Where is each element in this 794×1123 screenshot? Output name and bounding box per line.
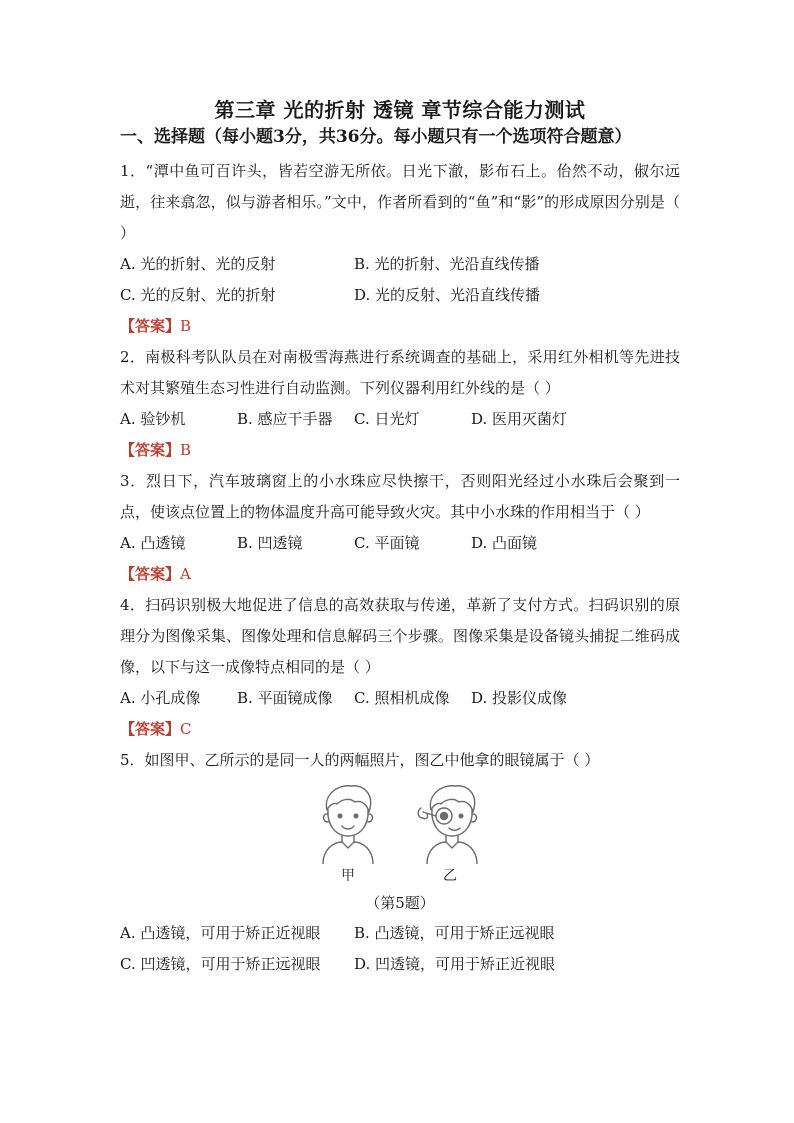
option-a: A. 凸透镜，可用于矫正近视眼	[120, 924, 321, 942]
answer-label: 【答案】	[120, 317, 181, 335]
option-a: A. 凸透镜	[120, 534, 186, 552]
figure-yi	[415, 780, 485, 886]
option-b: B. 凸透镜，可用于矫正远视眼	[354, 924, 555, 942]
boy-holding-glasses-illustration	[415, 780, 485, 864]
option-c: C. 凹透镜，可用于矫正远视眼	[120, 955, 321, 973]
question-stem: 2．南极科考队队员在对南极雪海燕进行系统调查的基础上，采用红外相机等先进技术对其繁殖生态习性进行自动监测。下列仪器利用红外线的是（ ）	[120, 348, 680, 397]
options-row	[120, 280, 680, 311]
answer-label: 【答案】	[120, 441, 181, 459]
option-c: C. 光的反射、光的折射	[120, 286, 276, 304]
boy-portrait-illustration	[315, 780, 381, 864]
answer-value: C	[180, 720, 192, 738]
options-row	[120, 683, 680, 714]
question-stem: 3．烈日下，汽车玻璃窗上的小水珠应尽快擦干，否则阳光经过小水珠后会聚到一点，使该点位置上的物体温度升高可能导致火灾。其中小水珠的作用相当于（ ）	[120, 472, 680, 521]
answer-line	[120, 714, 680, 745]
answer-label: 【答案】	[120, 565, 181, 583]
question-5	[120, 745, 680, 980]
option-b: B. 凹透镜	[237, 534, 303, 552]
options-row	[120, 404, 680, 435]
option-a: A. 验钞机	[120, 410, 186, 428]
worksheet-page	[120, 96, 680, 980]
question-stem: 1．“潭中鱼可百许头，皆若空游无所依。日光下澈，影布石上。佁然不动，俶尔远逝，往来翕忽，似与游者相乐。”文中，作者所看到的“鱼”和“影”的形成原因分别是（ ）	[120, 162, 680, 242]
question-stem: 4．扫码识别极大地促进了信息的高效获取与传递，革新了支付方式。扫码识别的原理分为图像采集、图像处理和信息解码三个步骤。图像采集是设备镜头捕捉二维码成像，以下与这一成像特点相同的是（ ）	[120, 596, 680, 676]
options-row	[120, 528, 680, 559]
figure-label-jia: 甲	[341, 868, 355, 884]
figure-caption: （第5题）	[365, 894, 435, 912]
answer-line	[120, 559, 680, 590]
option-b: B. 平面镜成像	[237, 689, 333, 707]
question-figure	[120, 780, 680, 886]
answer-line	[120, 311, 680, 342]
answer-label: 【答案】	[120, 720, 181, 738]
question-4	[120, 590, 680, 745]
document-title: 第三章 光的折射 透镜 章节综合能力测试	[214, 98, 586, 122]
options-row	[120, 249, 680, 280]
figure-label-yi: 乙	[443, 868, 457, 884]
option-d: D. 光的反射、光沿直线传播	[354, 286, 541, 304]
question-3	[120, 466, 680, 590]
option-d: D. 凸面镜	[471, 534, 538, 552]
answer-value: B	[180, 441, 192, 459]
option-d: D. 投影仪成像	[471, 689, 568, 707]
question-stem: 5．如图甲、乙所示的是同一人的两幅照片，图乙中他拿的眼镜属于（ ）	[120, 751, 600, 769]
option-a: A. 小孔成像	[120, 689, 201, 707]
options-row	[120, 949, 680, 980]
option-b: B. 感应干手器	[237, 410, 333, 428]
answer-value: B	[180, 317, 192, 335]
section-heading: 一、选择题（每小题3分，共36分。每小题只有一个选项符合题意）	[120, 127, 632, 147]
option-d: D. 凹透镜，可用于矫正近视眼	[354, 955, 556, 973]
answer-line	[120, 435, 680, 466]
option-a: A. 光的折射、光的反射	[120, 255, 276, 273]
question-2	[120, 342, 680, 466]
option-c: C. 照相机成像	[354, 689, 450, 707]
question-1	[120, 156, 680, 342]
figure-jia	[315, 780, 381, 886]
option-d: D. 医用灭菌灯	[471, 410, 568, 428]
option-c: C. 平面镜	[354, 534, 420, 552]
answer-value: A	[180, 565, 191, 583]
option-c: C. 日光灯	[354, 410, 420, 428]
options-row	[120, 918, 680, 949]
option-b: B. 光的折射、光沿直线传播	[354, 255, 540, 273]
